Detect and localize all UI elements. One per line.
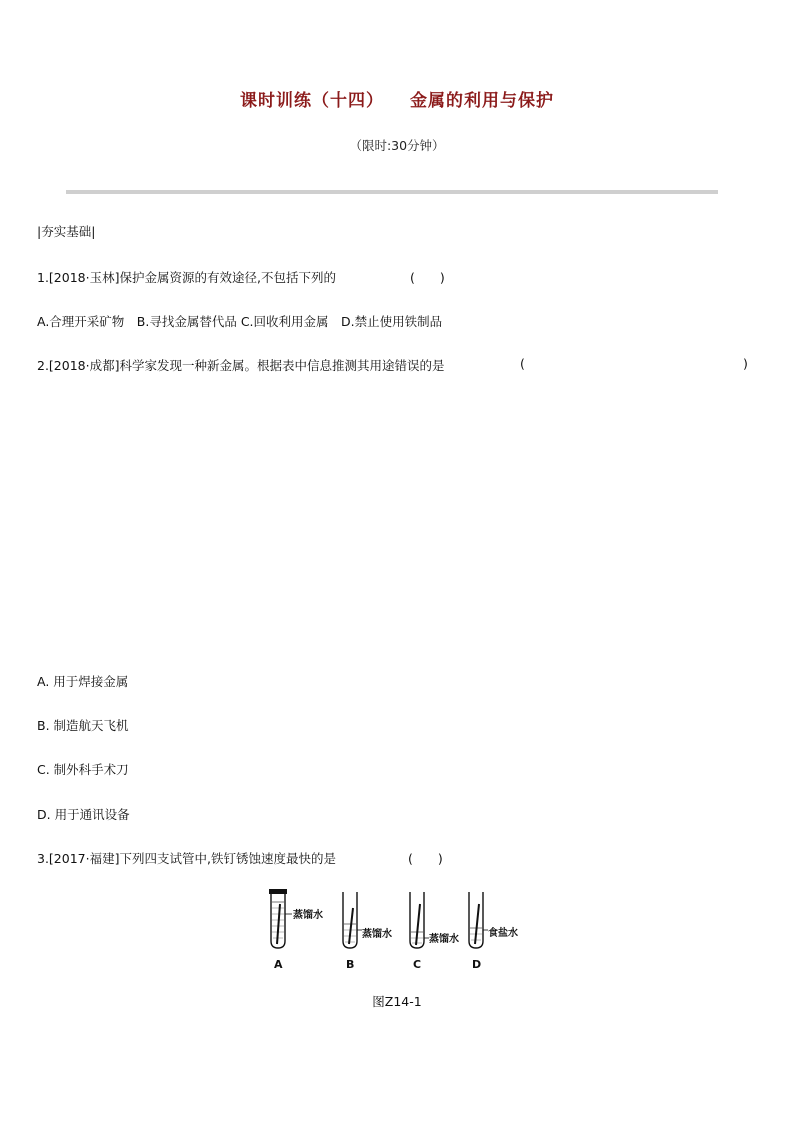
tube-a-label: 蒸馏水: [293, 910, 323, 921]
tube-b-letter: B: [346, 958, 355, 971]
question-1-options: A.合理开采矿物 B.寻找金属替代品 C.回收利用金属 D.禁止使用铁制品: [37, 314, 443, 329]
question-1-answer-paren: ( ): [410, 270, 445, 285]
question-3-answer-paren: ( ): [408, 851, 443, 866]
iron-nail-icon: [475, 904, 479, 944]
iron-nail-icon: [349, 908, 353, 944]
question-2-option-d: D. 用于通讯设备: [37, 807, 130, 822]
question-2-option-a: A. 用于焊接金属: [37, 674, 129, 689]
question-2-option-b: B. 制造航天飞机: [37, 718, 129, 733]
test-tube-a: [269, 889, 323, 971]
rubber-stopper-icon: [269, 889, 287, 894]
title-topic: 金属的利用与保护: [410, 91, 554, 111]
test-tube-c: [410, 892, 459, 971]
title-main: 课时训练（十四）: [240, 91, 384, 111]
tube-a-letter: A: [274, 958, 283, 971]
tube-c-letter: C: [413, 958, 422, 971]
page-title: [0, 86, 794, 111]
iron-nail-icon: [416, 904, 420, 945]
divider: [66, 190, 718, 194]
question-2-stem: 2.[2018·成都]科学家发现一种新金属。根据表中信息推测其用途错误的是: [37, 358, 445, 373]
test-tube-b: [343, 892, 392, 971]
test-tube-d: [469, 892, 518, 971]
tube-b-label: 蒸馏水: [362, 929, 392, 940]
tube-c-label: 蒸馏水: [429, 934, 459, 945]
tube-d-label: 食盐水: [488, 928, 518, 939]
question-2-paren-close: ): [743, 356, 748, 371]
question-2-paren-open: (: [520, 356, 525, 371]
test-tube-figure: [250, 884, 550, 974]
time-limit: （限时:30分钟）: [349, 138, 445, 153]
tube-d-letter: D: [472, 958, 482, 971]
question-3-stem: 3.[2017·福建]下列四支试管中,铁钉锈蚀速度最快的是: [37, 851, 336, 866]
question-2-option-c: C. 制外科手术刀: [37, 762, 129, 777]
figure-caption: 图Z14-1: [372, 994, 422, 1009]
section-label: |夯实基础|: [37, 224, 96, 239]
question-1-stem: 1.[2018·玉林]保护金属资源的有效途径,不包括下列的: [37, 270, 336, 285]
